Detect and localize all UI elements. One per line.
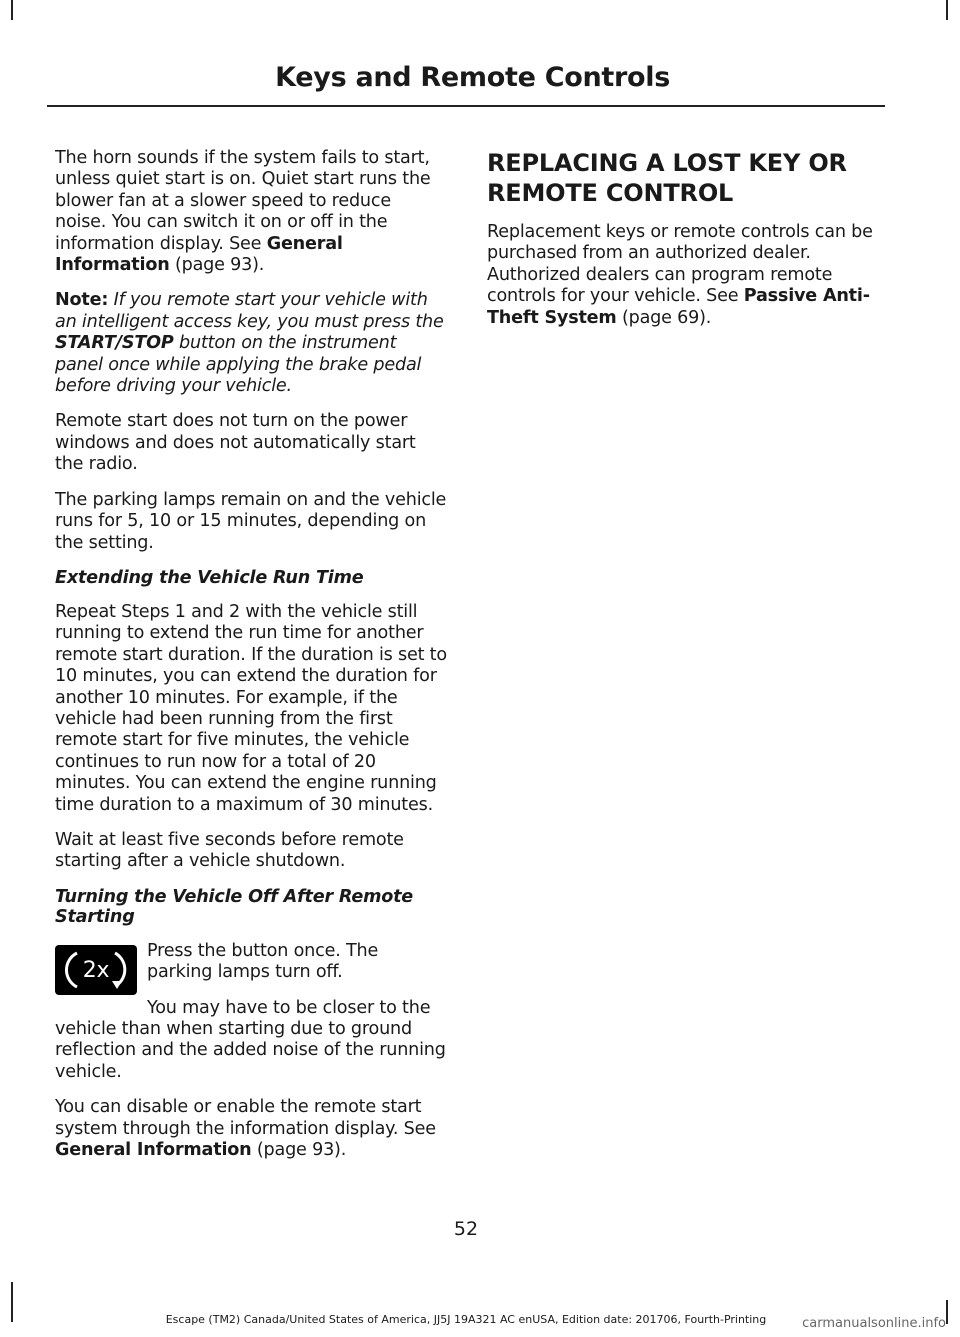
page-title: Keys and Remote Controls bbox=[275, 62, 670, 93]
paragraph-closer: You may have to be closer to the vehicle than when starting due to ground reflection and the added noise of the running vehicle. bbox=[55, 997, 446, 1082]
section-heading: REPLACING A LOST KEY OR REMOTE CONTROL bbox=[487, 149, 847, 207]
subheading-turning-off: Turning the Vehicle Off After Remote Starting bbox=[55, 886, 414, 927]
paragraph-repeat-steps: Repeat Steps 1 and 2 with the vehicle still running to extend the run time for another remote start duration. If the duration is set to 10 minutes, you can extend the duration for another 10 minutes. For example, if the vehicle had been running from the first remote start for five minutes, the vehicle continues to run now for a total of 20 minutes. You can extend the engine running time duration to a maximum of 30 minutes. bbox=[55, 601, 447, 815]
remote-start-2x-icon bbox=[55, 945, 137, 995]
left-column bbox=[55, 148, 447, 1175]
link-general-information[interactable]: General Information bbox=[55, 233, 343, 276]
right-column bbox=[487, 148, 879, 343]
watermark: carmanualsonline.info bbox=[802, 1316, 946, 1331]
paragraph-horn: The horn sounds if the system fails to start, unless quiet start is on. Quiet start runs the blower fan at a slower speed to reduce noise. You can switch it on or off in the information display. See General Information (page 93). bbox=[55, 148, 431, 276]
crop-mark-top-left bbox=[11, 0, 13, 20]
paragraph-replacement-keys: Replacement keys or remote controls can be purchased from an authorized dealer. Authorized dealers can program remote controls for your vehicle. See Passive Anti-Theft System (page 69). bbox=[487, 222, 873, 328]
subheading-extending-run-time: Extending the Vehicle Run Time bbox=[55, 567, 364, 588]
paragraph-power-windows: Remote start does not turn on the power windows and does not automatically start the radio. bbox=[55, 411, 416, 475]
link-general-information-2[interactable]: General Information bbox=[55, 1140, 252, 1161]
paragraph-wait: Wait at least five seconds before remote starting after a vehicle shutdown. bbox=[55, 829, 404, 872]
note-paragraph: Note: If you remote start your vehicle with an intelligent access key, you must press the START/STOP button on the instrument panel once while applying the brake pedal before driving your vehicle. bbox=[55, 290, 444, 397]
paragraph-press-once: Press the button once. The parking lamps turn off. bbox=[147, 940, 379, 983]
link-passive-anti-theft[interactable]: Passive Anti-Theft System bbox=[487, 286, 870, 328]
start-stop-label: START/STOP bbox=[55, 333, 174, 354]
page-number: 52 bbox=[453, 1218, 479, 1240]
header-divider bbox=[47, 105, 885, 107]
crop-mark-top-right bbox=[946, 0, 948, 20]
paragraph-disable-enable: You can disable or enable the remote start system through the information display. See General Information (page 93). bbox=[55, 1097, 436, 1161]
note-label: Note: bbox=[55, 290, 109, 311]
paragraph-parking-lamps: The parking lamps remain on and the vehicle runs for 5, 10 or 15 minutes, depending on the setting. bbox=[55, 489, 447, 553]
crop-mark-bottom-right bbox=[946, 1300, 948, 1324]
svg-text:2x: 2x bbox=[82, 957, 110, 983]
footer-edition: Escape (TM2) Canada/United States of America, JJ5J 19A321 AC enUSA, Edition date: 201706, Fourth-Printing bbox=[165, 1313, 767, 1326]
